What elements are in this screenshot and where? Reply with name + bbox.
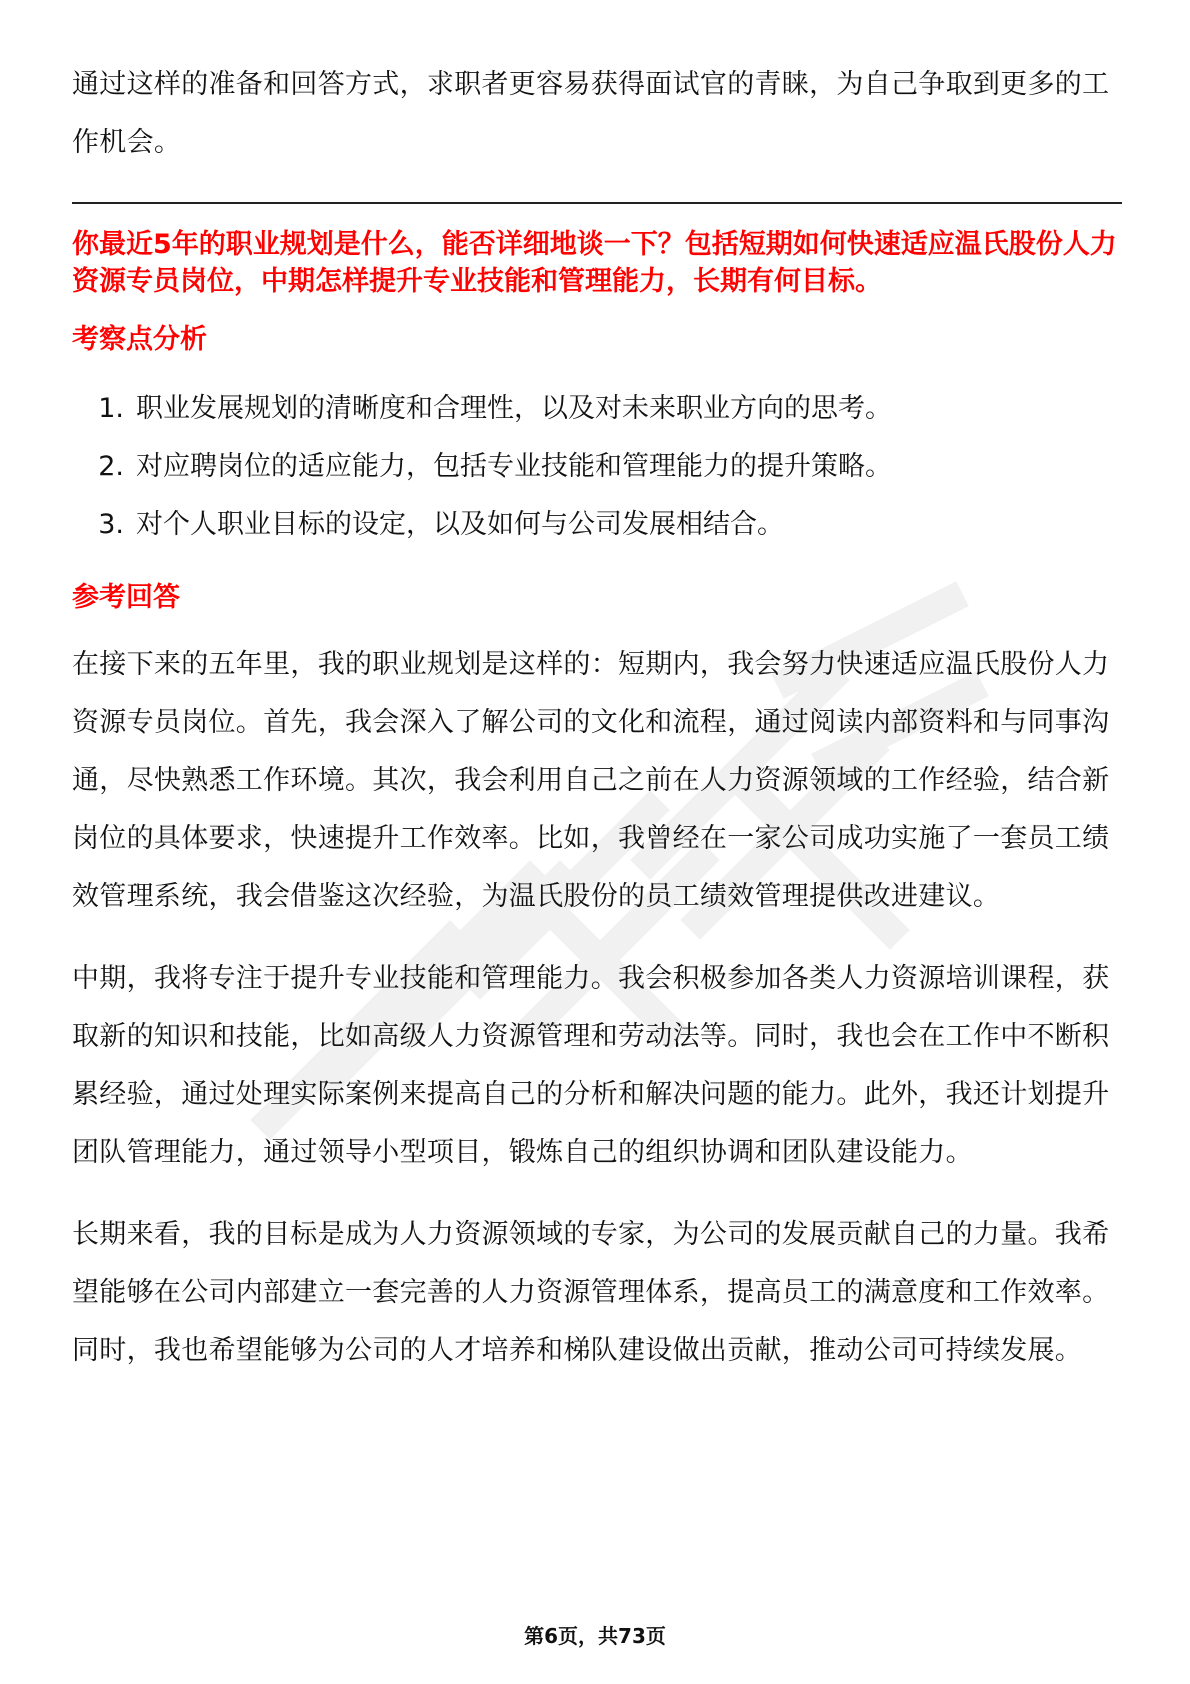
answer-paragraph-mid-term: 中期，我将专注于提升专业技能和管理能力。我会积极参加各类人力资源培训课程，获取新的知识和技能，比如高级人力资源管理和劳动法等。同时，我也会在工作中不断积累经验，通过处理实际案例来提高自己的分析和解决问题的能力。此外，我还计划提升团队管理能力，通过领导小型项目，锻炼自己的组织协调和团队建设能力。 (72, 963, 1110, 1168)
list-number: 2. (98, 451, 124, 482)
list-item (72, 380, 1122, 438)
answer-paragraph-long-term: 长期来看，我的目标是成为人力资源领域的专家，为公司的发展贡献自己的力量。我希望能够在公司内部建立一套完善的人力资源管理体系，提高员工的满意度和工作效率。同时，我也希望能够为公司的人才培养和梯队建设做出贡献，推动公司可持续发展。 (72, 1219, 1110, 1366)
analysis-list (72, 380, 1122, 554)
answer-paragraph-short-term: 在接下来的五年里，我的职业规划是这样的：短期内，我会努力快速适应温氏股份人力资源专员岗位。首先，我会深入了解公司的文化和流程，通过阅读内部资料和与同事沟通，尽快熟悉工作环境。其次，我会利用自己之前在人力资源领域的工作经验，结合新岗位的具体要求，快速提升工作效率。比如，我曾经在一家公司成功实施了一套员工绩效管理系统，我会借鉴这次经验，为温氏股份的员工绩效管理提供改进建议。 (72, 649, 1110, 912)
list-item (72, 438, 1122, 496)
interview-question: 你最近5年的职业规划是什么，能否详细地谈一下？包括短期如何快速适应温氏股份人力资源专员岗位，中期怎样提升专业技能和管理能力，长期有何目标。 (72, 229, 1117, 297)
list-text: 对个人职业目标的设定，以及如何与公司发展相结合。 (136, 509, 784, 540)
intro-paragraph: 通过这样的准备和回答方式，求职者更容易获得面试官的青睐，为自己争取到更多的工作机会。 (72, 69, 1110, 158)
list-number: 3. (98, 509, 124, 540)
content-area (72, 56, 1122, 1380)
list-text: 对应聘岗位的适应能力，包括专业技能和管理能力的提升策略。 (136, 451, 892, 482)
answer-title: 参考回答 (72, 582, 180, 613)
list-number: 1. (98, 393, 124, 424)
analysis-title: 考察点分析 (72, 324, 207, 355)
list-text: 职业发展规划的清晰度和合理性，以及对未来职业方向的思考。 (136, 393, 892, 424)
page-footer: 第6页，共73页 (524, 1624, 666, 1648)
list-item (72, 496, 1122, 554)
